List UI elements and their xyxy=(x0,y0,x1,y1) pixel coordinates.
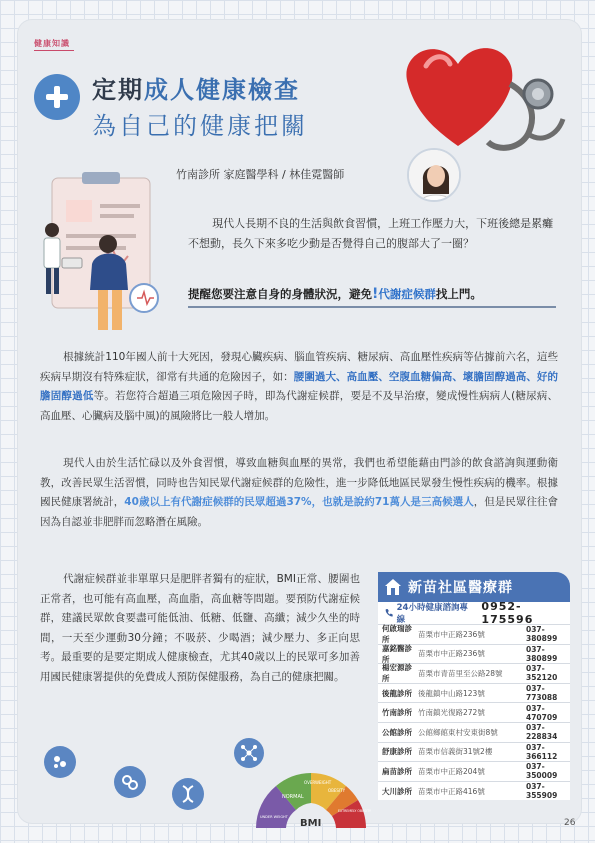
clinic-name: 扁苗診所 xyxy=(382,766,412,776)
clinic-phone: 037-228834 xyxy=(526,723,558,742)
section-tag-underline xyxy=(34,50,74,51)
paragraph-text: 現代人由於生活忙碌以及外食習慣，導致血糖與血壓的異常，我們也希望能藉由門診的飲食諮詢與運動衛教，改善民眾生活習慣，同時也告知民眾代謝症候群的危險性，進一步降低地區民眾發生慢性疾病的機率。根據國民健康署統計， xyxy=(40,457,558,508)
hotline-number: 0952-175596 xyxy=(481,600,534,626)
clinic-name: 後龍診所 xyxy=(382,688,412,698)
dna-icon xyxy=(172,778,204,810)
cells-icon xyxy=(44,746,76,778)
title-part-a: 定期 xyxy=(92,76,144,104)
clinic-phone: 037-380899 xyxy=(526,644,558,663)
plus-icon xyxy=(34,74,80,120)
clinic-address: 後龍鎮中山路123號 xyxy=(418,688,485,698)
clinic-row xyxy=(378,742,570,762)
statistic-highlight: 40歲以上有代謝症候群的民眾超過37%，也就是說約71萬人是三高候選人 xyxy=(124,496,474,508)
bmi-center-label: BMI xyxy=(300,818,322,829)
bmi-label-extreme: EXTREMELY OBESITY xyxy=(338,809,371,813)
clinic-name: 大川診所 xyxy=(382,786,412,796)
paragraph-prevention: 代謝症候群並非單單只是肥胖者獨有的症狀，BMI正常、腰圍也正常者，也可能有高血壓，高血脂，高血糖等問題。要預防代謝症候群，建議民眾飲食要盡可能低油、低糖、低鹽、高纖；減少久坐的時間，一天至少運動30分鐘；不吸菸、少喝酒；減少壓力、多正向思考。最重要的是要定期成人健康檢查，尤其40歲以上的民眾可多加善用國民健康署提供的免費成人預防保健服務，為自己的健康把關。 xyxy=(40,573,360,683)
paragraph-text: 根據統計110年國人前十大死因，發現心臟疾病、腦血管疾病、糖尿病、高血壓性疾病等佔據前六名，這些疾病早期沒有特殊症狀，卻常有共通的危險因子，如： xyxy=(40,351,558,383)
clinic-phone: 037-470709 xyxy=(526,703,558,722)
intro-paragraph: 現代人長期不良的生活與飲食習慣，上班工作壓力大，下班後總是累癱不想動，長久下來多吃少動是否覺得自己的腹部大了一圈？ xyxy=(188,217,554,250)
clinic-group-name: 新苗社區醫療群 xyxy=(408,580,513,596)
warning-icon: ! xyxy=(372,286,379,302)
clinic-row xyxy=(378,663,570,683)
clinic-row xyxy=(378,624,570,644)
clinic-phone: 037-352120 xyxy=(526,664,558,683)
clinic-name: 何啟瑞診所 xyxy=(382,624,412,645)
clinic-address: 苗栗市信義街31號2樓 xyxy=(418,747,493,757)
section-tag: 健康知識 xyxy=(34,39,70,48)
callout-text: 提醒您要注意自身的身體狀況，避免 xyxy=(188,287,372,301)
clinic-name: 公館診所 xyxy=(382,727,412,737)
heart-stethoscope-icon xyxy=(378,24,568,164)
bmi-label-underweight: UNDER WEIGHT xyxy=(260,815,288,819)
clinic-row xyxy=(378,722,570,742)
bmi-label-obesity: OBESITY xyxy=(328,788,346,793)
clinic-address: 苗栗市中正路416號 xyxy=(418,786,485,796)
clinic-phone: 037-350009 xyxy=(526,762,558,781)
clinic-name: 舒康診所 xyxy=(382,747,412,757)
doctor-avatar xyxy=(407,148,461,202)
paragraph-statistics xyxy=(40,348,558,426)
clinic-name: 楊宏源診所 xyxy=(382,663,412,684)
clinic-directory xyxy=(378,572,570,804)
callout-banner xyxy=(188,286,556,308)
clinic-address: 苗栗市中正路204號 xyxy=(418,766,485,776)
blood-cells-icon xyxy=(114,766,146,798)
bmi-gauge xyxy=(246,760,376,830)
clinic-address: 公館鄉館東村安東街8號 xyxy=(418,727,498,737)
clinic-row xyxy=(378,644,570,664)
page-title xyxy=(92,70,300,105)
bmi-label-normal: NORMAL xyxy=(282,794,304,800)
clinic-address: 苗栗市青苗里至公路28號 xyxy=(418,668,503,678)
bmi-label-overweight: OVERWEIGHT xyxy=(304,780,332,785)
callout-highlight: 代謝症候群 xyxy=(378,287,436,301)
clinic-row xyxy=(378,683,570,703)
clinic-directory-header xyxy=(378,572,570,602)
page-subtitle: 為自己的健康把關 xyxy=(92,112,308,140)
clinic-address: 苗栗市中正路236號 xyxy=(418,649,485,659)
clinic-address: 竹南鎮光復路272號 xyxy=(418,708,485,718)
author-byline: 竹南診所 家庭醫學科 / 林佳霓醫師 xyxy=(176,168,345,181)
clinic-phone: 037-380899 xyxy=(526,625,558,644)
paragraph-text: 等。若您符合超過三項危險因子時，即為代謝症候群，要是不及早治療，變成慢性病病人(糖尿病、高血壓、心臟病及腦中風)的風險將比一般人增加。 xyxy=(40,390,558,422)
paragraph-lifestyle xyxy=(40,454,558,532)
clinic-phone: 037-355909 xyxy=(526,782,558,801)
hotline xyxy=(378,602,570,624)
title-part-b: 成人健康檢查 xyxy=(144,76,300,104)
risk-factors-highlight: 腰圍過大、高血壓、空腹血糖偏高、壞膽固醇過高、好的膽固醇過低 xyxy=(40,370,558,402)
health-check-illustration xyxy=(26,170,178,350)
clinic-name: 嘉銘醫診所 xyxy=(382,643,412,664)
paragraph-text: ，但是民眾往往會因為自認並非肥胖而忽略潛在風險。 xyxy=(40,496,559,528)
clinic-row xyxy=(378,761,570,781)
clinic-row xyxy=(378,781,570,801)
clinic-phone: 037-773088 xyxy=(526,684,558,703)
page-number: 26 xyxy=(564,818,576,828)
clinic-row xyxy=(378,702,570,722)
phone-icon xyxy=(384,608,394,618)
hotline-label: 24小時健康諮詢專線 xyxy=(396,603,468,625)
callout-text-end: 找上門。 xyxy=(435,287,482,301)
clinic-address: 苗栗市中正路236號 xyxy=(418,629,485,639)
house-icon xyxy=(384,578,402,596)
clinic-name: 竹南診所 xyxy=(382,708,412,718)
clinic-phone: 037-366112 xyxy=(526,742,558,761)
